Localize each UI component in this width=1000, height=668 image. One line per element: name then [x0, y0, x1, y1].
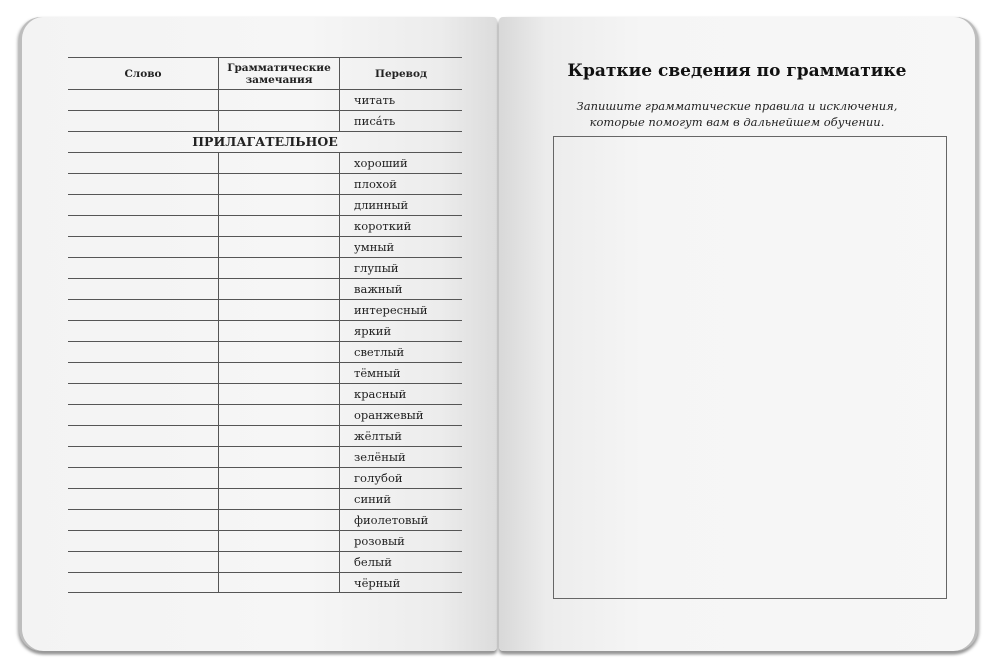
open-workbook — [22, 17, 975, 651]
translation-cell: тёмный — [339, 363, 462, 383]
instructions-line-2: которые помогут вам в дальнейшем обучении. — [589, 115, 885, 129]
page-instructions — [499, 98, 975, 130]
table-row — [68, 194, 462, 215]
word-cell[interactable] — [68, 531, 218, 551]
grammar-notes-cell[interactable] — [218, 552, 339, 572]
right-page — [499, 17, 975, 651]
translation-cell: короткий — [339, 216, 462, 236]
word-cell[interactable] — [68, 573, 218, 592]
table-row — [68, 215, 462, 236]
table-row — [68, 236, 462, 257]
word-cell[interactable] — [68, 321, 218, 341]
translation-cell: фиолетовый — [339, 510, 462, 530]
page-title: Краткие сведения по грамматике — [567, 61, 907, 81]
translation-cell: интересный — [339, 300, 462, 320]
table-row — [68, 341, 462, 362]
table-row — [68, 257, 462, 278]
translation-cell: красный — [339, 384, 462, 404]
word-cell[interactable] — [68, 258, 218, 278]
table-row — [68, 152, 462, 173]
translation-cell: глупый — [339, 258, 462, 278]
header-translation: Перевод — [339, 58, 462, 89]
table-row — [68, 425, 462, 446]
word-cell[interactable] — [68, 426, 218, 446]
vocabulary-table — [68, 57, 462, 593]
grammar-notes-cell[interactable] — [218, 300, 339, 320]
translation-cell: зелёный — [339, 447, 462, 467]
table-header-row — [68, 57, 462, 89]
grammar-notes-cell[interactable] — [218, 237, 339, 257]
word-cell[interactable] — [68, 300, 218, 320]
table-row — [68, 320, 462, 341]
table-row — [68, 299, 462, 320]
word-cell[interactable] — [68, 153, 218, 173]
grammar-notes-cell[interactable] — [218, 489, 339, 509]
word-cell[interactable] — [68, 111, 218, 131]
table-row — [68, 572, 462, 593]
grammar-notes-cell[interactable] — [218, 195, 339, 215]
grammar-notes-cell[interactable] — [218, 510, 339, 530]
translation-cell: важный — [339, 279, 462, 299]
table-row — [68, 383, 462, 404]
translation-cell: жёлтый — [339, 426, 462, 446]
word-cell[interactable] — [68, 384, 218, 404]
grammar-notes-cell[interactable] — [218, 573, 339, 592]
table-row — [68, 89, 462, 110]
word-cell[interactable] — [68, 468, 218, 488]
word-cell[interactable] — [68, 447, 218, 467]
translation-cell: розовый — [339, 531, 462, 551]
grammar-notes-cell[interactable] — [218, 90, 339, 110]
word-cell[interactable] — [68, 489, 218, 509]
table-row — [68, 488, 462, 509]
translation-cell: писáть — [339, 111, 462, 131]
word-cell[interactable] — [68, 195, 218, 215]
translation-cell: умный — [339, 237, 462, 257]
grammar-notes-cell[interactable] — [218, 405, 339, 425]
table-row — [68, 173, 462, 194]
table-row — [68, 467, 462, 488]
grammar-notes-cell[interactable] — [218, 216, 339, 236]
table-row — [68, 446, 462, 467]
word-cell[interactable] — [68, 216, 218, 236]
table-row — [68, 362, 462, 383]
translation-cell: читать — [339, 90, 462, 110]
grammar-notes-cell[interactable] — [218, 384, 339, 404]
grammar-notes-cell[interactable] — [218, 153, 339, 173]
header-word: Слово — [124, 67, 162, 80]
grammar-notes-cell[interactable] — [218, 279, 339, 299]
translation-cell: яркий — [339, 321, 462, 341]
table-row — [68, 110, 462, 131]
word-cell[interactable] — [68, 510, 218, 530]
word-cell[interactable] — [68, 552, 218, 572]
grammar-notes-cell[interactable] — [218, 363, 339, 383]
translation-cell: плохой — [339, 174, 462, 194]
translation-cell: голубой — [339, 468, 462, 488]
translation-cell: синий — [339, 489, 462, 509]
table-row — [68, 404, 462, 425]
word-cell[interactable] — [68, 405, 218, 425]
grammar-notes-cell[interactable] — [218, 258, 339, 278]
grammar-notes-cell[interactable] — [218, 174, 339, 194]
section-heading-adjective: ПРИЛАГАТЕЛЬНОЕ — [68, 131, 462, 152]
table-row — [68, 551, 462, 572]
table-row — [68, 278, 462, 299]
word-cell[interactable] — [68, 279, 218, 299]
grammar-notes-cell[interactable] — [218, 111, 339, 131]
grammar-notes-cell[interactable] — [218, 447, 339, 467]
left-page — [22, 17, 497, 651]
translation-cell: хороший — [339, 153, 462, 173]
word-cell[interactable] — [68, 342, 218, 362]
grammar-notes-cell[interactable] — [218, 342, 339, 362]
translation-cell: светлый — [339, 342, 462, 362]
grammar-notes-cell[interactable] — [218, 426, 339, 446]
grammar-notes-cell[interactable] — [218, 468, 339, 488]
translation-cell: длинный — [339, 195, 462, 215]
table-row — [68, 509, 462, 530]
word-cell[interactable] — [68, 174, 218, 194]
translation-cell: чёрный — [339, 573, 462, 592]
word-cell[interactable] — [68, 363, 218, 383]
grammar-notes-cell[interactable] — [218, 321, 339, 341]
table-row — [68, 530, 462, 551]
translation-cell: белый — [339, 552, 462, 572]
header-grammar-notes: Грамматические замечания — [218, 58, 339, 89]
grammar-notes-cell[interactable] — [218, 531, 339, 551]
word-cell[interactable] — [68, 237, 218, 257]
instructions-line-1: Запишите грамматические правила и исключения, — [576, 99, 898, 113]
grammar-notes-box[interactable] — [553, 136, 947, 599]
word-cell[interactable] — [68, 90, 218, 110]
translation-cell: оранжевый — [339, 405, 462, 425]
